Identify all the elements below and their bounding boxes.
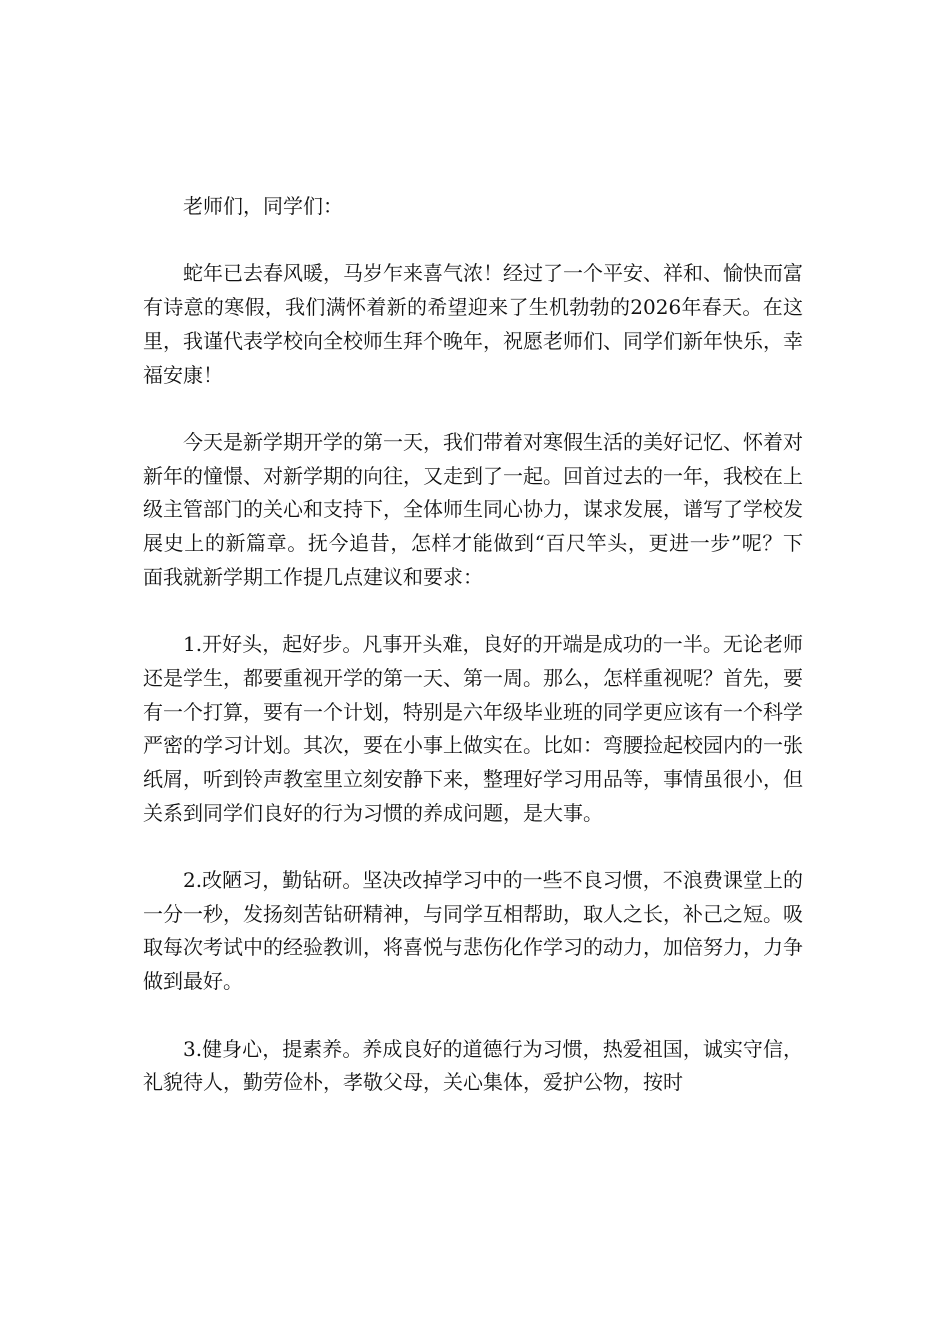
salutation: 老师们，同学们：: [183, 194, 343, 218]
paragraph-gap: [143, 392, 803, 426]
paragraph-introduction: 今天是新学期开学的第一天，我们带着对寒假生活的美好记忆、怀着对新年的憧憬、对新学期的向往，又走到了一起。回首过去的一年，我校在上级主管部门的关心和支持下，全体师生同心协力，谋求发展，谱写了学校发展史上的新篇章。抚今追昔，怎样才能做到“百尺竿头，更进一步”呢？下面我就新学期工作提几点建议和要求：: [143, 429, 803, 589]
paragraph-gap: [143, 224, 803, 258]
paragraph-gap: [143, 999, 803, 1033]
paragraph-greeting: 蛇年已去春风暖，马岁乍来喜气浓！经过了一个平安、祥和、愉快而富有诗意的寒假，我们满怀着新的希望迎来了生机勃勃的2026年春天。在这里，我谨代表学校向全校师生拜个晚年，祝愿老师们、同学们新年快乐，幸福安康！: [143, 261, 803, 387]
paragraph-point-1: 1.开好头，起好步。凡事开头难，良好的开端是成功的一半。无论老师还是学生，都要重视开学的第一天、第一周。那么，怎样重视呢？首先，要有一个打算，要有一个计划，特别是六年级毕业班的同学更应该有一个科学严密的学习计划。其次，要在小事上做实在。比如：弯腰捡起校园内的一张纸屑，听到铃声教室里立刻安静下来，整理好学习用品等，事情虽很小，但关系到同学们良好的行为习惯的养成问题，是大事。: [143, 632, 803, 825]
paragraph-gap: [143, 594, 803, 628]
paragraph-point-3: 3.健身心，提素养。养成良好的道德行为习惯，热爱祖国，诚实守信，礼貌待人，勤劳俭朴，孝敬父母，关心集体，爱护公物，按时: [143, 1036, 803, 1095]
paragraph-gap: [143, 830, 803, 864]
paragraph-point-2: 2.改陋习，勤钻研。坚决改掉学习中的一些不良习惯，不浪费课堂上的一分一秒，发扬刻苦钻研精神，与同学互相帮助，取人之长，补己之短。吸取每次考试中的经验教训，将喜悦与悲伤化作学习的动力，加倍努力，力争做到最好。: [143, 868, 803, 994]
document-body: [143, 190, 803, 1100]
